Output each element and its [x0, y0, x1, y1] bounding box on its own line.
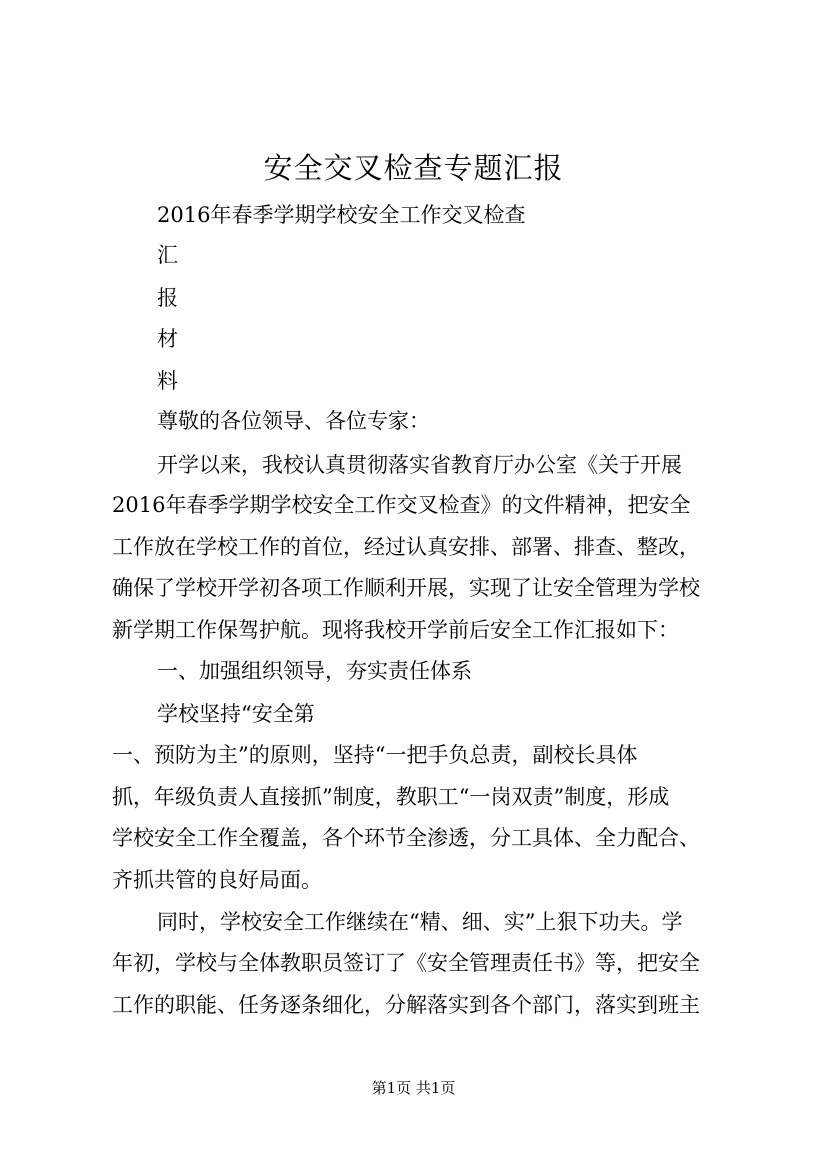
- subtitle-char-liao: 料: [157, 369, 178, 393]
- body-line: 确保了学校开学初各项工作顺利开展，实现了让安全管理为学校: [112, 576, 700, 600]
- page-footer: 第1页 共1页: [371, 1079, 456, 1097]
- body-line: 新学期工作保驾护航。现将我校开学前后安全工作汇报如下：: [112, 618, 679, 642]
- subtitle-char-hui: 汇: [157, 243, 178, 267]
- body-line: 开学以来，我校认真贯彻落实省教育厅办公室《关于开展: [157, 453, 682, 477]
- subtitle-char-bao: 报: [157, 286, 178, 310]
- body-line: 学校安全工作全覆盖，各个环节全渗透，分工具体、全力配合、: [112, 826, 700, 850]
- body-line: 同时，学校安全工作继续在“精、细、实”上狠下功夫。学: [157, 910, 683, 934]
- subtitle-char-cai: 材: [157, 327, 178, 351]
- body-line: 学校坚持“安全第: [157, 702, 315, 726]
- section-heading: 一、加强组织领导，夯实责任体系: [157, 659, 472, 683]
- body-line: 齐抓共管的良好局面。: [112, 868, 322, 892]
- body-line: 工作的职能、任务逐条细化，分解落实到各个部门，落实到班主: [112, 993, 700, 1017]
- body-line: 抓，年级负责人直接抓”制度，教职工“一岗双责”制度，形成: [112, 785, 670, 809]
- salutation: 尊敬的各位领导、各位专家：: [157, 409, 430, 433]
- body-line: 年初，学校与全体教职员签订了《安全管理责任书》等，把安全: [112, 951, 700, 975]
- body-line: 工作放在学校工作的首位，经过认真安排、部署、排查、整改，: [112, 535, 700, 559]
- body-line: 一、预防为主”的原则，坚持“一把手负总责，副校长具体: [112, 743, 638, 767]
- subtitle-line: 2016年春季学期学校安全工作交叉检查: [157, 203, 526, 227]
- body-line: 2016年春季学期学校安全工作交叉检查》的文件精神，把安全: [112, 493, 691, 517]
- document-title: 安全交叉检查专题汇报: [263, 151, 564, 185]
